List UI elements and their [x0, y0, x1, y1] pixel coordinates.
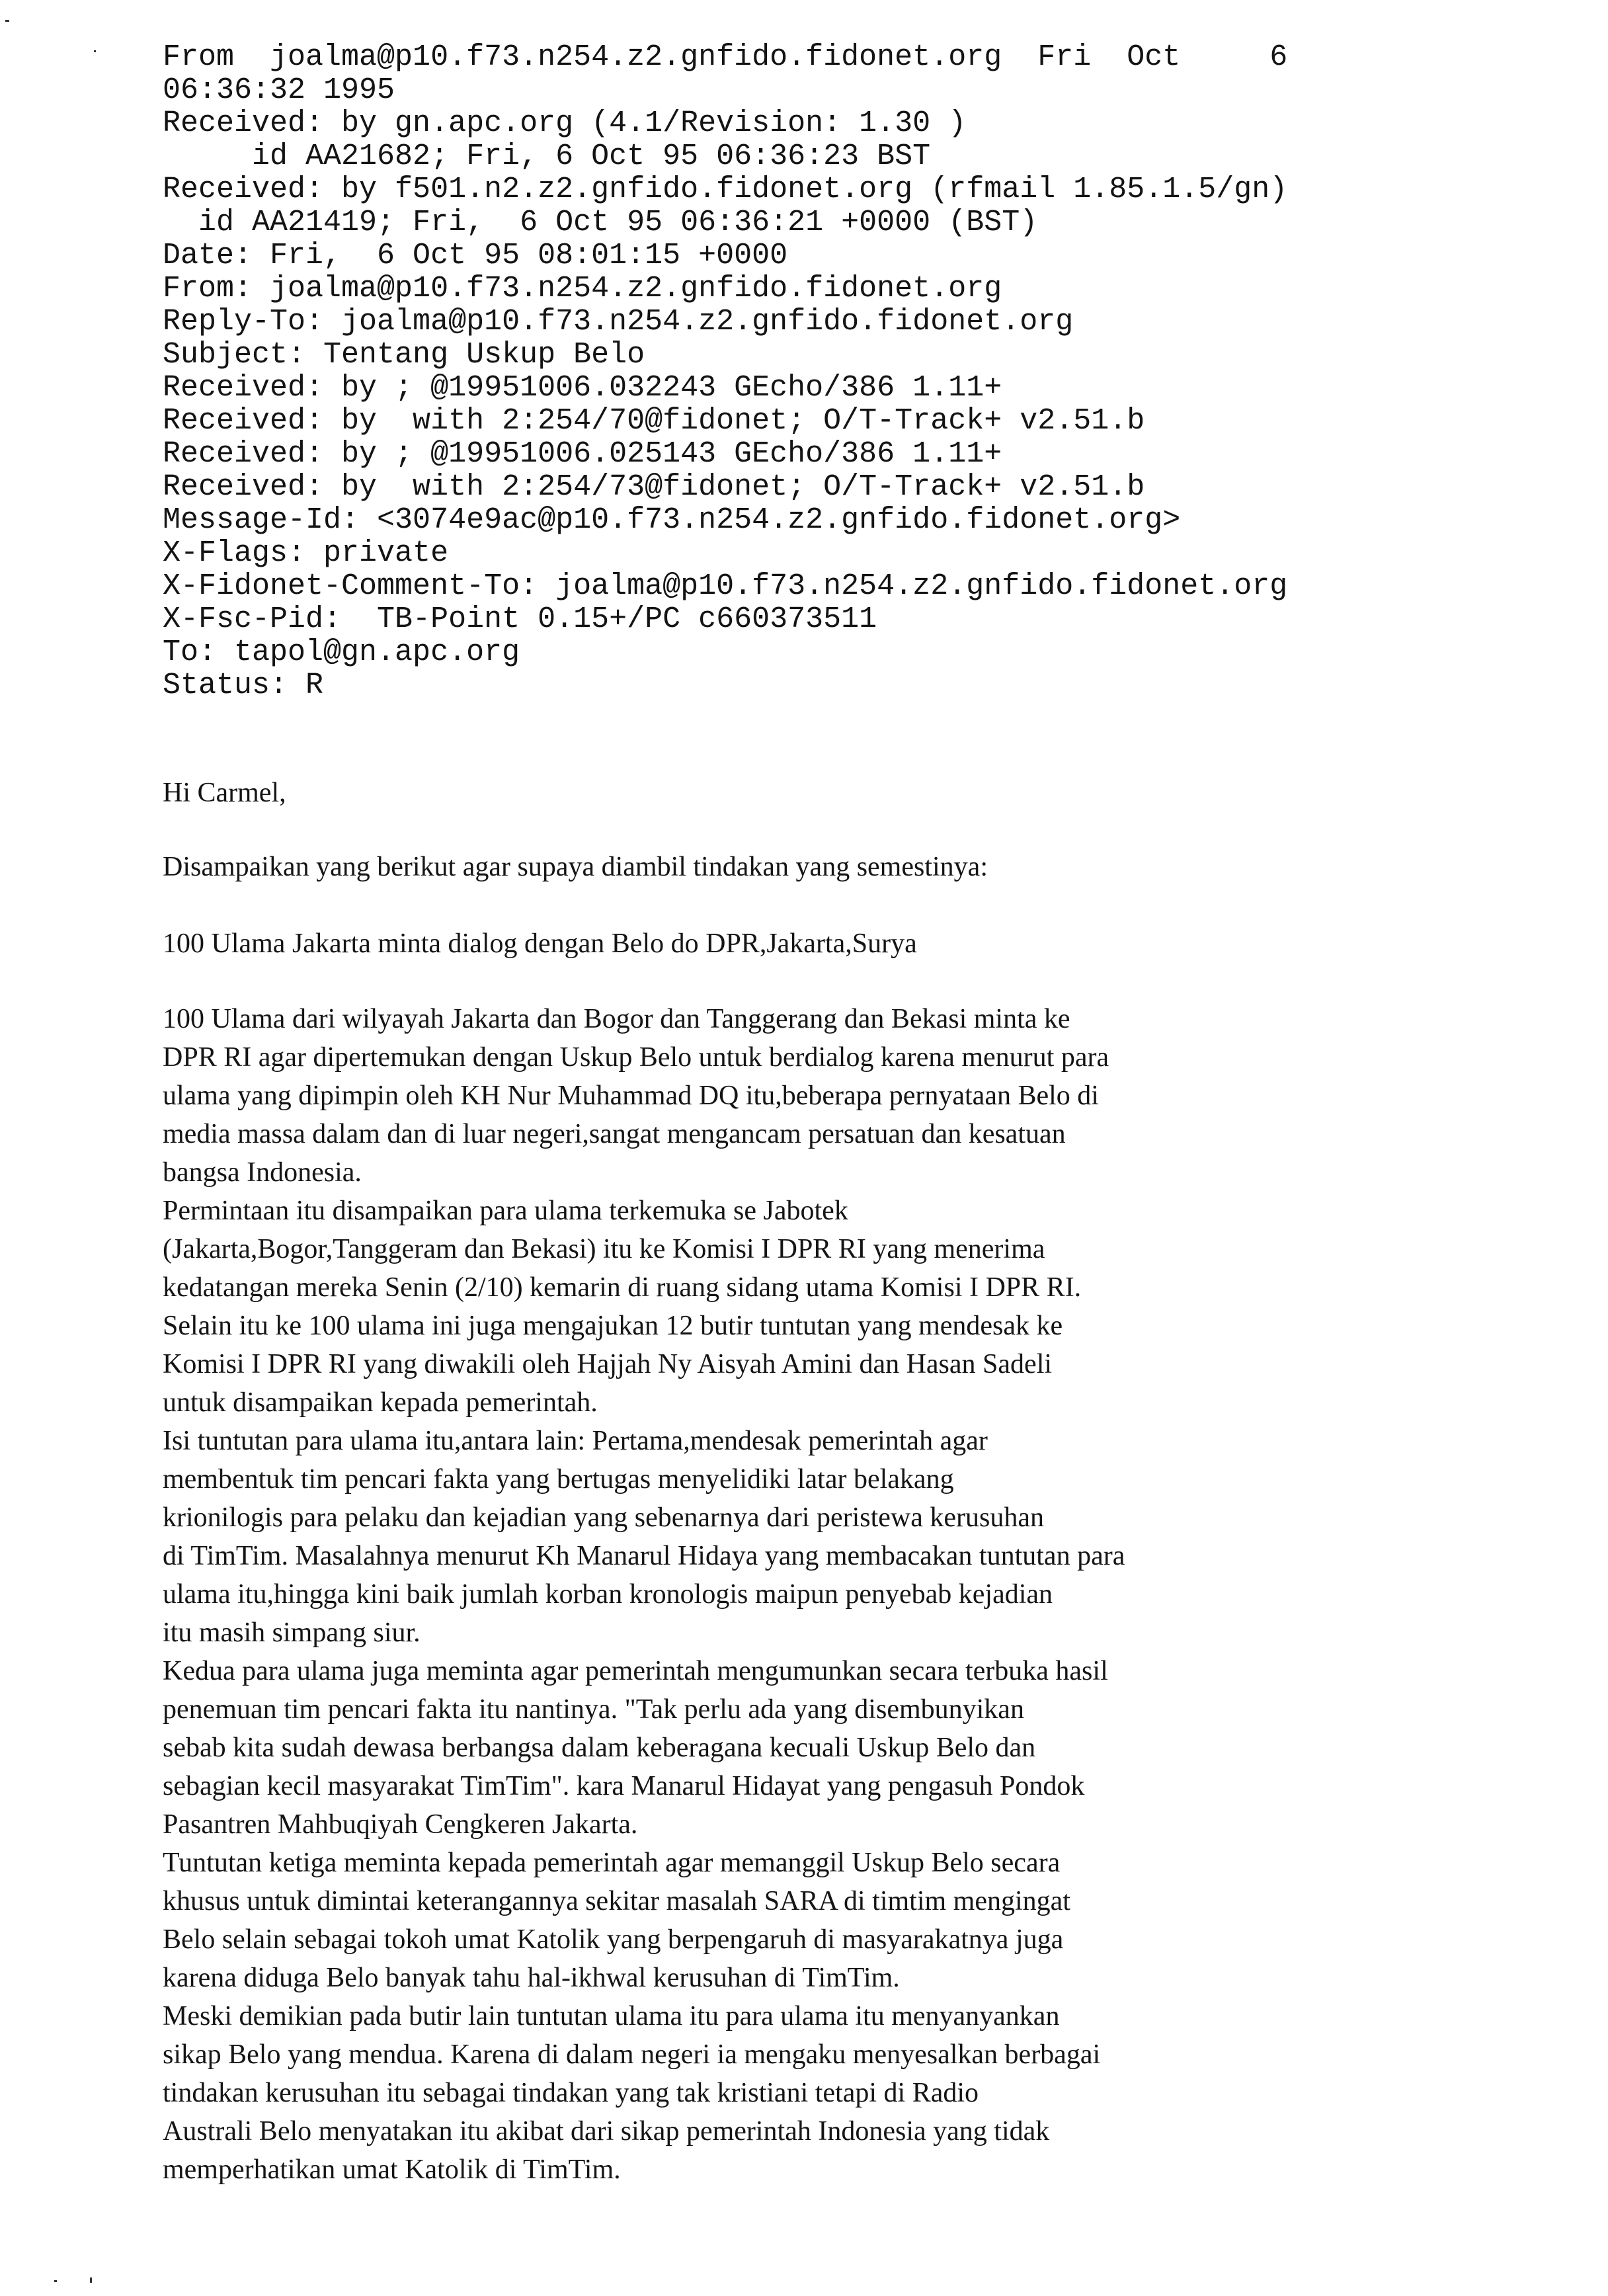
header-line-reply-to: Reply-To: joalma@p10.f73.n254.z2.gnfido.fidonet.org: [163, 305, 1074, 339]
article-line: Kedua para ulama juga meminta agar pemerintah mengumunkan secara terbuka hasil: [163, 1656, 1108, 1686]
email-header: [163, 41, 1472, 702]
article-body: [163, 1000, 1419, 2189]
article-line: tindakan kerusuhan itu sebagai tindakan yang tak kristiani tetapi di Radio: [163, 2078, 979, 2108]
header-line-x-flags: X-Flags: private: [163, 536, 449, 570]
article-line: ulama yang dipimpin oleh KH Nur Muhammad DQ itu,beberapa pernyataan Belo di: [163, 1081, 1099, 1111]
article-line: untuk disampaikan kepada pemerintah.: [163, 1387, 598, 1418]
article-line: sebagian kecil masyarakat TimTim". kara Manarul Hidayat yang pengasuh Pondok: [163, 1771, 1085, 1801]
article-line: krionilogis para pelaku dan kejadian yang sebenarnya dari peristewa kerusuhan: [163, 1502, 1045, 1533]
scan-speck: [54, 2280, 57, 2282]
header-line-received-id: id AA21419; Fri, 6 Oct 95 06:36:21 +0000 (BST): [163, 206, 1038, 239]
article-line: penemuan tim pencari fakta itu nantinya. "Tak perlu ada yang disembunyikan: [163, 1694, 1024, 1725]
article-line: Tuntutan ketiga meminta kepada pemerintah agar memanggil Uskup Belo secara: [163, 1848, 1061, 1878]
header-line-message-id: Message-Id: <3074e9ac@p10.f73.n254.z2.gnfido.fidonet.org>: [163, 503, 1181, 537]
article-line: (Jakarta,Bogor,Tanggeram dan Bekasi) itu ke Komisi I DPR RI yang menerima: [163, 1234, 1045, 1264]
header-line-envelope-time: 06:36:32 1995: [163, 73, 395, 107]
article-line: Pasantren Mahbuqiyah Cengkeren Jakarta.: [163, 1809, 638, 1840]
header-line-subject: Subject: Tentang Uskup Belo: [163, 338, 645, 372]
article-line: memperhatikan umat Katolik di TimTim.: [163, 2154, 621, 2185]
article-line: sebab kita sudah dewasa berbangsa dalam keberagana kecuali Uskup Belo dan: [163, 1733, 1036, 1763]
header-line-to: To: tapol@gn.apc.org: [163, 636, 520, 669]
greeting: Hi Carmel,: [163, 778, 286, 808]
article-line: Selain itu ke 100 ulama ini juga mengajukan 12 butir tuntutan yang mendesak ke: [163, 1311, 1063, 1341]
article-line: di TimTim. Masalahnya menurut Kh Manarul Hidaya yang membacakan tuntutan para: [163, 1541, 1125, 1571]
article-line: Komisi I DPR RI yang diwakili oleh Hajjah Ny Aisyah Amini dan Hasan Sadeli: [163, 1349, 1053, 1379]
header-line-received-id: id AA21682; Fri, 6 Oct 95 06:36:23 BST: [163, 140, 931, 173]
article-line: karena diduga Belo banyak tahu hal-ikhwal kerusuhan di TimTim.: [163, 1963, 900, 1993]
article-headline: 100 Ulama Jakarta minta dialog dengan Belo do DPR,Jakarta,Surya: [163, 928, 917, 959]
header-line-x-fsc-pid: X-Fsc-Pid: TB-Point 0.15+/PC c660373511: [163, 602, 877, 636]
header-line-from: From: joalma@p10.f73.n254.z2.gnfido.fidonet.org: [163, 272, 1002, 306]
article-line: media massa dalam dan di luar negeri,sangat mengancam persatuan dan kesatuan: [163, 1119, 1066, 1149]
header-line-x-fidonet-comment-to: X-Fidonet-Comment-To: joalma@p10.f73.n254.z2.gnfido.fidonet.org: [163, 569, 1288, 603]
article-line: DPR RI agar dipertemukan dengan Uskup Belo untuk berdialog karena menurut para: [163, 1042, 1109, 1073]
article-line: Meski demikian pada butir lain tuntutan ulama itu para ulama itu menyanyankan: [163, 2001, 1060, 2031]
header-line-received: Received: by f501.n2.z2.gnfido.fidonet.org (rfmail 1.85.1.5/gn): [163, 173, 1288, 206]
header-line-received: Received: by ; @19951006.025143 GEcho/386 1.11+: [163, 437, 1002, 471]
article-line: sikap Belo yang mendua. Karena di dalam negeri ia mengaku menyesalkan berbagai: [163, 2039, 1101, 2070]
article-line: ulama itu,hingga kini baik jumlah korban kronologis maipun penyebab kejadian: [163, 1579, 1053, 1610]
article-line: khusus untuk dimintai keterangannya sekitar masalah SARA di timtim mengingat: [163, 1886, 1070, 1916]
header-line-date: Date: Fri, 6 Oct 95 08:01:15 +0000: [163, 239, 788, 272]
article-line: membentuk tim pencari fakta yang bertugas menyelidiki latar belakang: [163, 1464, 954, 1495]
article-line: kedatangan mereka Senin (2/10) kemarin di ruang sidang utama Komisi I DPR RI.: [163, 1272, 1082, 1303]
header-line-received: Received: by with 2:254/73@fidonet; O/T-Track+ v2.51.b: [163, 470, 1145, 504]
article-line: bangsa Indonesia.: [163, 1157, 362, 1188]
article-line: Belo selain sebagai tokoh umat Katolik yang berpengaruh di masyarakatnya juga: [163, 1924, 1064, 1955]
scan-speck: [5, 20, 9, 22]
scan-speck: [94, 50, 96, 52]
article-line: Permintaan itu disampaikan para ulama terkemuka se Jabotek: [163, 1196, 848, 1226]
header-line-from-envelope: From joalma@p10.f73.n254.z2.gnfido.fidonet.org Fri Oct 6: [163, 40, 1288, 74]
article-line: Australi Belo menyatakan itu akibat dari sikap pemerintah Indonesia yang tidak: [163, 2116, 1050, 2147]
article-line: 100 Ulama dari wilyayah Jakarta dan Bogor dan Tanggerang dan Bekasi minta ke: [163, 1004, 1070, 1034]
header-line-received: Received: by ; @19951006.032243 GEcho/386 1.11+: [163, 371, 1002, 405]
header-line-received: Received: by with 2:254/70@fidonet; O/T-Track+ v2.51.b: [163, 404, 1145, 438]
scan-speck: [90, 2277, 92, 2283]
header-line-received: Received: by gn.apc.org (4.1/Revision: 1.30 ): [163, 106, 967, 140]
article-line: itu masih simpang siur.: [163, 1618, 421, 1648]
intro-sentence: Disampaikan yang berikut agar supaya diambil tindakan yang semestinya:: [163, 852, 988, 882]
header-line-status: Status: R: [163, 669, 324, 702]
article-line: Isi tuntutan para ulama itu,antara lain: Pertama,mendesak pemerintah agar: [163, 1426, 988, 1456]
